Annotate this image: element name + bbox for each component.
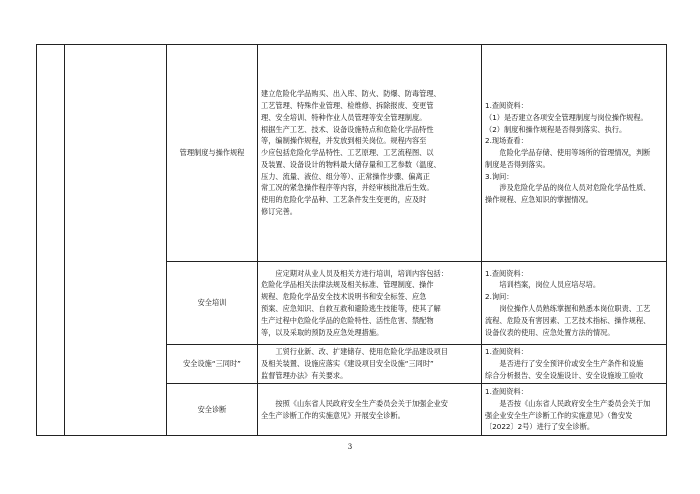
method-cell [482, 45, 667, 262]
content-cell [258, 384, 482, 436]
inspection-method-text: 1.查阅资料： 是否按《山东省人民政府安全生产委员会关于加 强企业安全生产诊断工作的实施意见》（鲁安发 〔2022〕2号）进行了安全诊断。 [485, 386, 651, 432]
inspection-table [36, 44, 667, 436]
requirement-text: 按照《山东省人民政府安全生产委员会关于加强企业安 全生产诊断工作的实施意见》开展安全诊断。 [261, 398, 448, 420]
method-cell [482, 384, 667, 436]
category-label: 安全诊断 [197, 404, 227, 414]
method-cell [482, 262, 667, 345]
category-cell [167, 45, 258, 262]
section-cell [37, 45, 65, 436]
requirement-text: 建立危险化学品购买、出入库、防火、防爆、防毒管理、 工艺管理、特殊作业管理、检维修、拆除报废、变更管 理、安全培训、特种作业人员管理等安全管理制度。 根据生产工艺、技术、设备设施特点和危险化学品特性 等，编制操作规程，并发放到相关岗位。规程内容至 少应包括危险化学品特性、工艺原理、工艺流程图、以 及装置、设备设计的物料最大储存量和工艺参数（温度、 压力、流量、液位、组分等）、正常操作步骤、偏离正 常工况的紧急操作程序等内容，并经审核批准后生效。 使用的危险化学品种、工艺条件发生变更的，应及时 修订完善。 [261, 89, 441, 217]
requirement-text: 应定期对从业人员及相关方进行培训，培训内容包括： 危险化学品相关法律法规及相关标准、管理制度、操作 规程、危险化学品安全技术说明书和安全标签、应急 预案、应急知识、自救互救和避险逃生技能等，使其了解 生产过程中危险化学品的危险特性、活性危害、禁配物 等，以及采取的预防及应急处理措施。 [261, 268, 448, 337]
requirement-text: 工贸行业新、改、扩建储存、使用危险化学品建设项目 及相关装置、设施应落实《建设项目安全设施“三同时” 监督管理办法》有关要求。 [261, 347, 448, 380]
category-cell [167, 345, 258, 384]
category-cell [167, 384, 258, 436]
category-label: 安全设施“三同时” [183, 359, 241, 368]
inspection-method-text: 1.查阅资料： 培训档案，岗位人员应培尽培。 2.询问： 岗位操作人员熟练掌握和熟悉本岗位职责、工艺 流程、危险及有害因素、工艺技术指标、操作规程、 设备仪表的使用、应急处置方法的情况。 [485, 268, 651, 337]
category-cell [167, 262, 258, 345]
content-cell [258, 45, 482, 262]
content-cell [258, 262, 482, 345]
content-cell [258, 345, 482, 384]
category-label: 安全培训 [197, 298, 227, 307]
table-row [37, 45, 667, 262]
inspection-method-text: 1.查阅资料： 是否进行了安全预评价或安全生产条件和设施 综合分析报告、安全设施设计、安全设施竣工验收 [485, 347, 644, 380]
item-cell [65, 45, 167, 436]
category-label: 管理制度与操作规程 [179, 148, 245, 157]
page-number: 3 [347, 443, 353, 451]
method-cell [482, 345, 667, 384]
inspection-method-text: 1.查阅资料： （1）是否建立各项安全管理制度与岗位操作规程。 （2）制度和操作规程是否得到落实、执行。 2.现场查看： 危险化学品存储、使用等场所的管理情况，判断 制度是否得到落实。 3.询问： 涉及危险化学品的岗位人员对危险化学品性质、 操作规程、应急知识的掌握情况。 [485, 100, 651, 205]
